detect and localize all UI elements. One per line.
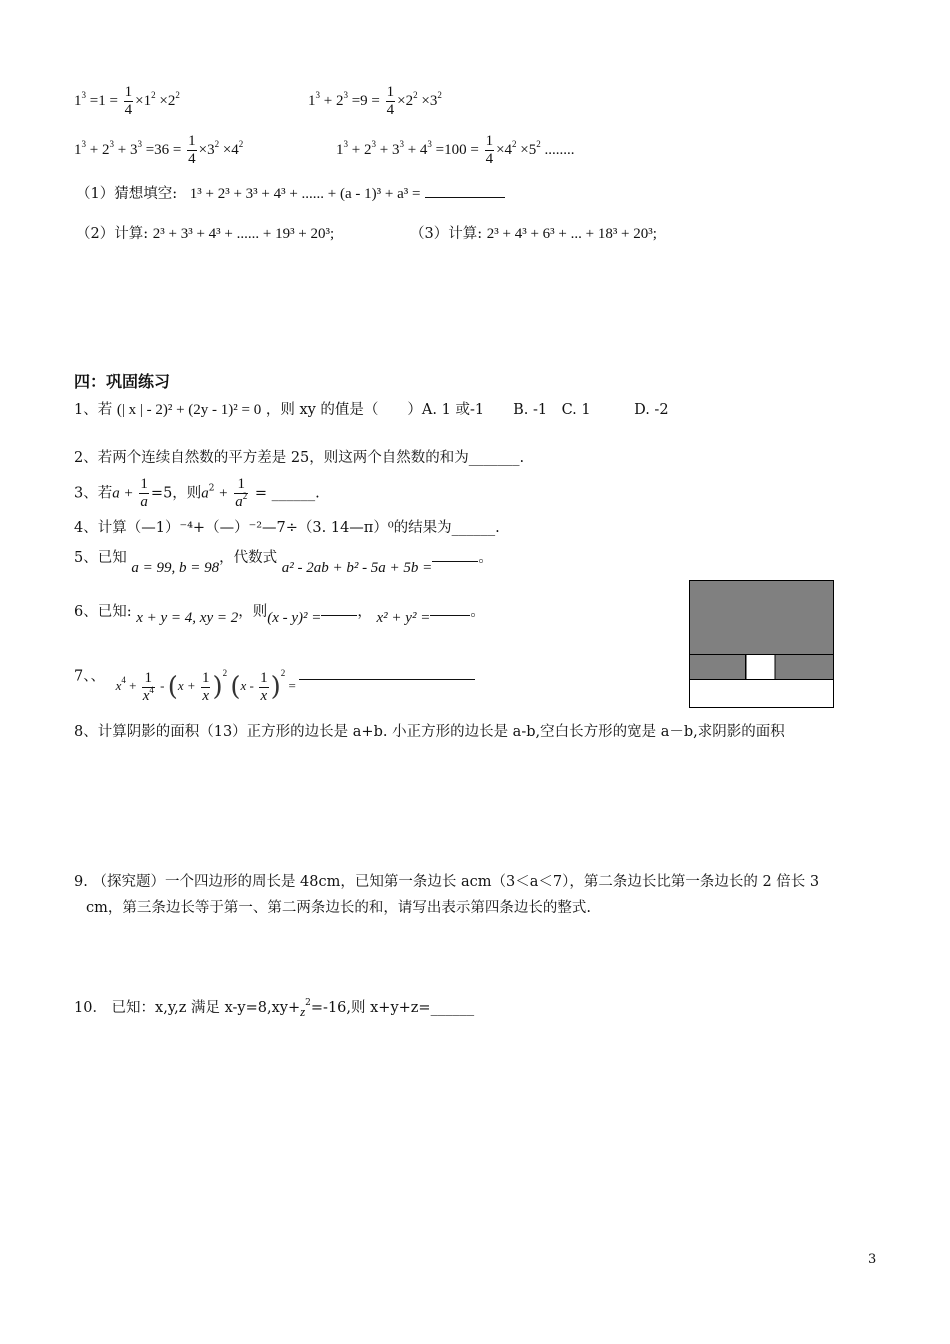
eq3-t3: 3 bbox=[129, 141, 138, 158]
eq2-frac-num: 1 bbox=[386, 84, 395, 100]
eq4-fraction bbox=[485, 133, 495, 168]
eq4-t3-exp: 3 bbox=[399, 138, 404, 149]
eq4-t2: 2 bbox=[363, 141, 372, 158]
q5-expression: a² - 2ab + b² - 5a + 5b = bbox=[281, 560, 433, 576]
eq2-t1-exp: 3 bbox=[315, 89, 320, 100]
q7-fraction-1 bbox=[142, 670, 155, 705]
q10-tail: =-16,则 x+y+z=______ bbox=[310, 1000, 475, 1016]
eq4-t3: 3 bbox=[391, 141, 400, 158]
eq3-frac-num: 1 bbox=[188, 133, 196, 149]
q7-paren1-inner: x + bbox=[177, 678, 196, 694]
sub2-label: （2）计算: bbox=[76, 226, 149, 242]
q7-right-paren-2: ) bbox=[270, 672, 281, 703]
eq1-f2: 2 bbox=[167, 92, 176, 109]
eq3-middle: =36 = bbox=[145, 141, 182, 158]
question-4: 4、计算（—1）⁻⁴+（—）⁻²—7÷（3. 14—π）⁰的结果为______. bbox=[74, 520, 500, 536]
sub1-label: （1）猜想填空: bbox=[76, 186, 178, 202]
eq1-f1: 1 bbox=[143, 92, 152, 109]
eq1-frac-num: 1 bbox=[124, 84, 133, 100]
q10-prefix: 10． 已知：x,y,z 满足 x-y=8,xy+ bbox=[74, 1000, 301, 1016]
eq2-middle: =9 = bbox=[351, 92, 380, 109]
figure-small-white-square bbox=[746, 655, 775, 680]
q6-expression-1: (x - y)² = bbox=[267, 610, 322, 626]
identity-eq-1: $1^3 =1$ = $\frac{1}{4}$ $\times 1^2 \times 2^2$ bbox=[74, 84, 180, 118]
figure-blank-rectangle bbox=[690, 680, 834, 708]
q3-plus-2: + bbox=[219, 485, 228, 502]
eq4-dots: ........ bbox=[544, 141, 575, 158]
sub1-expression: 1³ + 2³ + 3³ + 4³ + ...... + (a - 1)³ + a³ = bbox=[189, 186, 421, 202]
q3-eq: =5，则 bbox=[150, 485, 202, 502]
q6-separator: ， bbox=[357, 604, 372, 620]
eq3-t3-exp: 3 bbox=[137, 138, 142, 149]
q7-frac1-den: x bbox=[142, 688, 150, 704]
q7-prefix: 7、、 bbox=[74, 668, 105, 685]
question-9-line-2: cm，第三条边长等于第一、第二两条边长的和，请写出表示第四条边长的整式. bbox=[86, 900, 591, 916]
figure-right-shaded-strip bbox=[775, 655, 834, 680]
shaded-area-svg bbox=[689, 580, 835, 710]
q3-fraction-2 bbox=[234, 476, 248, 511]
q7-right-paren-1: ) bbox=[212, 672, 223, 703]
q1-expression: (| x | - 2)² + (2y - 1)² = 0 bbox=[116, 402, 262, 418]
question-10 bbox=[74, 998, 474, 1018]
q3-frac2-den: a bbox=[235, 494, 243, 510]
sub-question-1 bbox=[76, 184, 505, 204]
q7-plus: + bbox=[129, 678, 137, 694]
eq2-f2: 3 bbox=[429, 92, 438, 109]
q7-frac1-den-exp: 4 bbox=[149, 685, 154, 695]
eq4-middle: =100 = bbox=[435, 141, 479, 158]
eq3-t2-exp: 3 bbox=[109, 138, 114, 149]
eq2-t1: 1 bbox=[308, 92, 316, 109]
q7-frac2-den: x bbox=[202, 688, 210, 704]
q5-mid: ，代数式 bbox=[219, 550, 278, 566]
figure-top-shaded-rect bbox=[690, 581, 834, 655]
q7-fraction-2 bbox=[201, 670, 211, 705]
q7-frac3-num: 1 bbox=[260, 670, 268, 686]
eq1-frac-den: 4 bbox=[124, 102, 133, 118]
q7-frac3-den: x bbox=[260, 688, 268, 704]
q3-prefix: 3、若 bbox=[74, 485, 113, 502]
identity-eq-4: $1^3 + 2^3 + 3^3 + 4^3 =100$ = $\frac{1}{4}$ $\times 4^2 \times 5^2$ ........ bbox=[336, 133, 575, 167]
q5-prefix: 5、已知 bbox=[74, 550, 127, 566]
eq3-t1-exp: 3 bbox=[81, 138, 86, 149]
q1-rest: ，则 xy 的值是（ ）A. 1 或-1 B. -1 C. 1 D. -2 bbox=[265, 402, 669, 418]
q6-end: 。 bbox=[470, 604, 485, 620]
eq2-t2: 2 bbox=[335, 92, 344, 109]
eq2-f1-exp: 2 bbox=[413, 89, 418, 100]
eq2-fraction bbox=[386, 84, 396, 119]
question-7 bbox=[74, 660, 475, 704]
q6-answer-blank-2[interactable] bbox=[430, 609, 470, 616]
question-6 bbox=[74, 602, 485, 626]
q3-frac1-num: 1 bbox=[140, 476, 148, 492]
q7-paren2-inner: x - bbox=[240, 678, 254, 694]
eq1-lhs: 1 bbox=[74, 92, 82, 109]
identity-line-2 bbox=[74, 133, 575, 168]
q7-answer-blank[interactable] bbox=[299, 667, 475, 680]
eq3-f2-exp: 2 bbox=[238, 138, 244, 149]
q3-fraction-1 bbox=[139, 476, 149, 511]
eq4-t1-exp: 3 bbox=[343, 138, 348, 149]
eq4-f2: 5 bbox=[528, 141, 537, 158]
q7-expression bbox=[115, 668, 300, 704]
eq1-lhs-exp: 3 bbox=[81, 89, 86, 100]
q7-eq: = bbox=[288, 678, 296, 694]
figure-left-shaded-strip bbox=[690, 655, 746, 680]
q7-x-exp: 4 bbox=[121, 675, 126, 686]
q7-fraction-3 bbox=[259, 670, 269, 705]
question-8: 8、计算阴影的面积（13）正方形的边长是 a+b. 小正方形的边长是 a-b,空白长方形的宽是 a－b,求阴影的面积 bbox=[74, 724, 785, 740]
eq1-middle: =1 = bbox=[89, 92, 118, 109]
identity-eq-2: $1^3 + 2^3 =9$ = $\frac{1}{4}$ $\times 2^2 \times 3^2$ bbox=[308, 84, 442, 118]
sub-question-3 bbox=[410, 224, 657, 244]
eq4-frac-num: 1 bbox=[485, 133, 494, 149]
eq4-t4: 4 bbox=[419, 141, 428, 158]
question-5 bbox=[74, 548, 493, 576]
page-number: 3 bbox=[868, 1252, 877, 1267]
question-9-line-1: 9. （探究题）一个四边形的周长是 48cm，已知第一条边长 acm（3＜a＜7），第二条边长比第一条边长的 2 倍长 3 bbox=[74, 874, 820, 890]
q3-var-a2: a bbox=[201, 485, 209, 502]
q5-answer-blank[interactable] bbox=[432, 549, 478, 562]
eq3-f1-exp: 2 bbox=[214, 138, 220, 149]
q3-tail: = ______. bbox=[254, 485, 320, 502]
eq3-t2: 2 bbox=[101, 141, 110, 158]
q7-minus: - bbox=[160, 678, 165, 694]
q3-frac2-den-exp: 2 bbox=[242, 491, 248, 501]
q6-answer-blank-1[interactable] bbox=[321, 609, 357, 616]
q7-x: x bbox=[115, 678, 122, 694]
eq2-t2-exp: 3 bbox=[343, 89, 348, 100]
eq3-f1: 3 bbox=[207, 141, 215, 158]
eq2-f2-exp: 2 bbox=[437, 89, 442, 100]
q7-paren1-exp: 2 bbox=[222, 668, 228, 679]
q6-mid: ，则 bbox=[238, 604, 268, 620]
identity-eq-3: $1^3 + 2^3 + 3^3 =36$ = $\frac{1}{4}$ $\times 3^2 \times 4^2$ bbox=[74, 133, 244, 167]
sub-question-2 bbox=[76, 224, 334, 244]
eq3-t1: 1 bbox=[74, 141, 82, 158]
identity-line-1 bbox=[74, 84, 442, 119]
q3-a2-exp: 2 bbox=[208, 483, 215, 494]
eq2-f1: 2 bbox=[405, 92, 414, 109]
eq1-f2-exp: 2 bbox=[175, 89, 180, 100]
q6-prefix: 6、已知: bbox=[74, 604, 132, 620]
q7-paren2-exp: 2 bbox=[280, 668, 286, 679]
eq4-f1-exp: 2 bbox=[512, 138, 517, 149]
eq4-t2-exp: 3 bbox=[371, 138, 376, 149]
sub3-label: （3）计算: bbox=[410, 226, 483, 242]
eq4-f2-exp: 2 bbox=[536, 138, 541, 149]
q7-left-paren-1: ( bbox=[167, 672, 178, 703]
q6-given: x + y = 4, xy = 2 bbox=[136, 610, 239, 626]
eq2-frac-den: 4 bbox=[386, 102, 395, 118]
sub1-answer-blank[interactable] bbox=[425, 185, 505, 198]
section-4-heading: 四：巩固练习 bbox=[74, 372, 171, 391]
eq3-f2: 4 bbox=[231, 141, 239, 158]
eq4-t1: 1 bbox=[336, 141, 344, 158]
q7-frac1-num: 1 bbox=[142, 670, 155, 688]
eq4-t4-exp: 3 bbox=[427, 138, 432, 149]
shaded-area-figure bbox=[689, 580, 833, 708]
q3-frac2-num: 1 bbox=[234, 476, 248, 494]
q3-var-a: a bbox=[112, 485, 120, 502]
q1-prefix: 1、若 bbox=[74, 402, 113, 418]
q3-frac1-den: a bbox=[140, 494, 148, 510]
eq1-fraction bbox=[124, 84, 134, 119]
q10-z-exp: 2 bbox=[305, 998, 311, 1008]
q6-expression-2: x² + y² = bbox=[376, 610, 431, 626]
eq4-f1: 4 bbox=[504, 141, 513, 158]
sub3-expression: 2³ + 4³ + 6³ + ... + 18³ + 20³; bbox=[486, 226, 657, 242]
q10-z: z bbox=[300, 1004, 306, 1019]
q3-plus: + bbox=[124, 485, 133, 502]
question-3 bbox=[74, 476, 320, 511]
eq1-f1-exp: 2 bbox=[151, 89, 156, 100]
sub2-expression: 2³ + 3³ + 4³ + ...... + 19³ + 20³; bbox=[152, 226, 335, 242]
q7-left-paren-2: ( bbox=[230, 672, 241, 703]
question-1 bbox=[74, 400, 669, 420]
eq4-frac-den: 4 bbox=[485, 151, 494, 167]
eq3-fraction bbox=[187, 133, 197, 168]
eq3-frac-den: 4 bbox=[188, 151, 196, 167]
q7-frac2-num: 1 bbox=[201, 670, 210, 686]
q5-given: a = 99, b = 98 bbox=[131, 560, 220, 576]
question-2: 2、若两个连续自然数的平方差是 25，则这两个自然数的和为_______. bbox=[74, 450, 525, 466]
q5-end: 。 bbox=[478, 550, 493, 566]
